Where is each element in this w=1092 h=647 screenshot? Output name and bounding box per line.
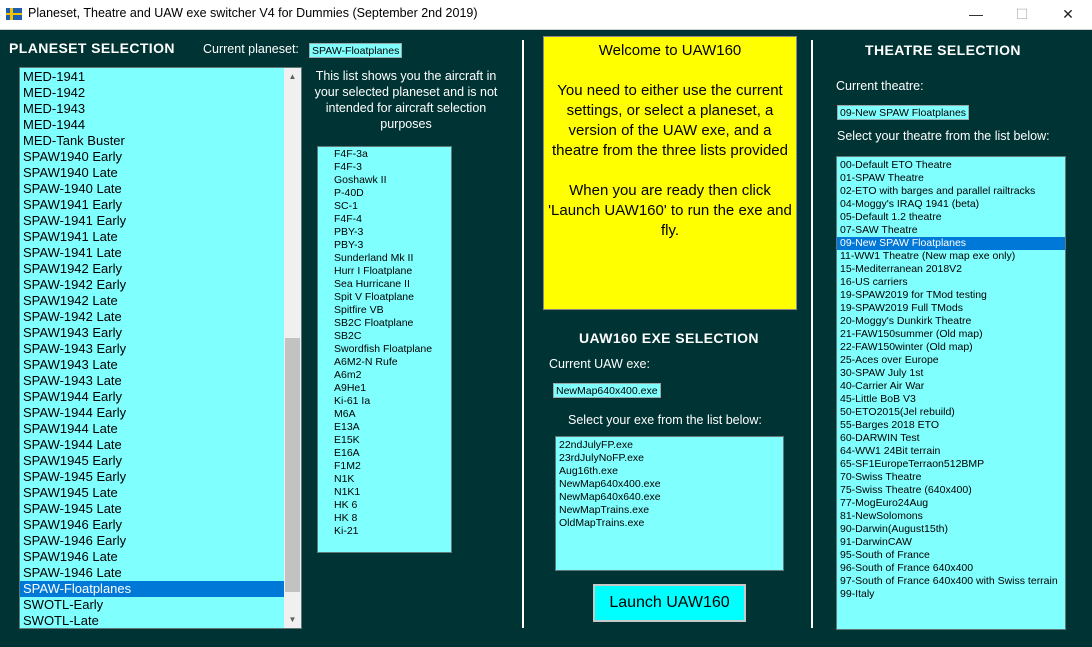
- planeset-list-item[interactable]: SPAW-1944 Late: [23, 437, 122, 452]
- planeset-list-item[interactable]: SPAW1940 Late: [23, 165, 118, 180]
- aircraft-list-item: N1K1: [334, 486, 361, 498]
- theatre-list-item[interactable]: 81-NewSolomons: [840, 510, 923, 522]
- aircraft-list-item: F4F-3: [334, 161, 363, 173]
- welcome-instructions: You need to either use the current settings, or select a planeset, a version of the UAW exe, and a theatre from the three lists provided: [552, 82, 788, 159]
- theatre-list-item[interactable]: 97-South of France 640x400 with Swiss terrain: [840, 575, 1058, 587]
- aircraft-list-item: F4F-3a: [334, 148, 368, 160]
- aircraft-list-item: E13A: [334, 421, 360, 433]
- theatre-list[interactable]: [836, 156, 1066, 630]
- planeset-list-item[interactable]: SWOTL-Late: [23, 613, 99, 628]
- aircraft-list: [317, 146, 452, 553]
- planeset-list-item[interactable]: SPAW-1943 Late: [23, 373, 122, 388]
- current-exe-value: NewMap640x400.exe: [553, 383, 661, 398]
- theatre-list-item[interactable]: 16-US carriers: [840, 276, 908, 288]
- scroll-up-arrow-icon[interactable]: ▲: [288, 72, 297, 81]
- theatre-list-item[interactable]: 04-Moggy's IRAQ 1941 (beta): [840, 198, 980, 210]
- planeset-list-item[interactable]: MED-1941: [23, 69, 86, 84]
- aircraft-list-item: SC-1: [334, 200, 358, 212]
- theatre-list-item[interactable]: 40-Carrier Air War: [840, 380, 925, 392]
- aircraft-list-item: Spit V Floatplane: [334, 291, 414, 303]
- theatre-list-item[interactable]: 20-Moggy's Dunkirk Theatre: [840, 315, 972, 327]
- planeset-list[interactable]: [19, 67, 302, 629]
- theatre-list-item[interactable]: 19-SPAW2019 Full TMods: [840, 302, 963, 314]
- theatre-list-item[interactable]: 91-DarwinCAW: [840, 536, 912, 548]
- theatre-list-item[interactable]: 90-Darwin(August15th): [840, 523, 948, 535]
- exe-list-item[interactable]: NewMap640x400.exe: [559, 478, 661, 490]
- aircraft-list-item: SB2C Floatplane: [334, 317, 414, 329]
- theatre-list-item[interactable]: 65-SF1EuropeTerraon512BMP: [840, 458, 985, 470]
- planeset-heading: PLANESET SELECTION: [9, 40, 175, 56]
- exe-list[interactable]: [555, 436, 784, 571]
- aircraft-list-item: HK 8: [334, 512, 358, 524]
- title-bar: [0, 0, 1092, 30]
- select-exe-label: Select your exe from the list below:: [568, 413, 762, 427]
- theatre-list-item[interactable]: 21-FAW150summer (Old map): [840, 328, 983, 340]
- maximize-button: ☐: [1015, 6, 1029, 22]
- planeset-list-item[interactable]: SPAW1945 Late: [23, 485, 118, 500]
- aircraft-list-item: SB2C: [334, 330, 362, 342]
- aircraft-list-item: E16A: [334, 447, 360, 459]
- launch-button[interactable]: Launch UAW160: [593, 584, 746, 622]
- theatre-list-item[interactable]: 64-WW1 24Bit terrain: [840, 445, 941, 457]
- close-button[interactable]: ✕: [1062, 6, 1074, 22]
- planeset-list-item[interactable]: SPAW-1946 Early: [23, 533, 127, 548]
- aircraft-list-item: HK 6: [334, 499, 358, 511]
- planeset-list-item[interactable]: SPAW-1941 Late: [23, 245, 122, 260]
- theatre-list-item[interactable]: 15-Mediterranean 2018V2: [840, 263, 963, 275]
- welcome-panel: [543, 36, 797, 310]
- aircraft-list-item: M6A: [334, 408, 356, 420]
- current-theatre-value: 09-New SPAW Floatplanes: [837, 105, 969, 120]
- theatre-list-item[interactable]: 95-South of France: [840, 549, 930, 561]
- theatre-list-item[interactable]: 70-Swiss Theatre: [840, 471, 922, 483]
- planeset-list-item[interactable]: SPAW-1945 Late: [23, 501, 122, 516]
- theatre-heading: THEATRE SELECTION: [865, 42, 1021, 58]
- planeset-list-item[interactable]: SPAW1940 Early: [23, 149, 122, 164]
- welcome-title: Welcome to UAW160: [598, 42, 742, 59]
- exe-list-item[interactable]: Aug16th.exe: [559, 465, 618, 477]
- planeset-list-item[interactable]: SPAW1946 Early: [23, 517, 122, 532]
- planeset-list-item[interactable]: MED-1944: [23, 117, 86, 132]
- current-exe-label: Current UAW exe:: [549, 357, 650, 371]
- aircraft-list-item: Sunderland Mk II: [334, 252, 414, 264]
- theatre-list-item[interactable]: 25-Aces over Europe: [840, 354, 939, 366]
- exe-list-item[interactable]: NewMap640x640.exe: [559, 491, 661, 503]
- aircraft-list-item: Ki-61 Ia: [334, 395, 371, 407]
- current-theatre-label: Current theatre:: [836, 79, 924, 93]
- theatre-list-item[interactable]: 19-SPAW2019 for TMod testing: [840, 289, 987, 301]
- current-planeset-label: Current planeset:: [203, 42, 299, 56]
- planeset-list-item[interactable]: MED-1943: [23, 101, 86, 116]
- planeset-list-item[interactable]: SPAW1942 Early: [23, 261, 122, 276]
- divider-left: [522, 40, 524, 628]
- planeset-list-item[interactable]: SPAW-Floatplanes: [20, 581, 301, 597]
- theatre-list-item[interactable]: 50-ETO2015(Jel rebuild): [840, 406, 955, 418]
- aircraft-list-item: Spitfire VB: [334, 304, 384, 316]
- planeset-list-item[interactable]: SPAW1944 Late: [23, 421, 118, 436]
- theatre-list-item[interactable]: 05-Default 1.2 theatre: [840, 211, 942, 223]
- planeset-list-item[interactable]: SPAW-1944 Early: [23, 405, 127, 420]
- select-theatre-label: Select your theatre from the list below:: [837, 129, 1050, 143]
- aircraft-list-item: N1K: [334, 473, 355, 485]
- aircraft-list-item: F1M2: [334, 460, 361, 472]
- theatre-list-item[interactable]: 99-Italy: [840, 588, 875, 600]
- divider-right: [811, 40, 813, 628]
- welcome-launch-hint: When you are ready then click 'Launch UAW160' to run the exe and fly.: [548, 182, 792, 239]
- theatre-list-item[interactable]: 60-DARWIN Test: [840, 432, 920, 444]
- scroll-down-arrow-icon[interactable]: ▼: [288, 615, 297, 624]
- planeset-list-item[interactable]: SPAW-1942 Early: [23, 277, 127, 292]
- planeset-list-item[interactable]: SPAW1941 Early: [23, 197, 122, 212]
- aircraft-list-item: E15K: [334, 434, 360, 446]
- exe-list-item[interactable]: 22ndJulyFP.exe: [559, 439, 633, 451]
- aircraft-list-item: Goshawk II: [334, 174, 387, 186]
- planeset-list-item[interactable]: MED-1942: [23, 85, 86, 100]
- theatre-list-item[interactable]: 30-SPAW July 1st: [840, 367, 924, 379]
- theatre-list-item[interactable]: 45-Little BoB V3: [840, 393, 916, 405]
- aircraft-list-item: A9He1: [334, 382, 367, 394]
- planeset-list-item[interactable]: SPAW-1942 Late: [23, 309, 122, 324]
- planeset-list-item[interactable]: SPAW-1940 Late: [23, 181, 122, 196]
- planeset-list-item[interactable]: SPAW-1941 Early: [23, 213, 127, 228]
- exe-list-item[interactable]: NewMapTrains.exe: [559, 504, 650, 516]
- theatre-list-item[interactable]: 02-ETO with barges and parallel railtracks: [840, 185, 1036, 197]
- scroll-thumb[interactable]: [285, 338, 300, 591]
- planeset-list-item[interactable]: SPAW1946 Late: [23, 549, 118, 564]
- planeset-scrollbar[interactable]: [284, 68, 301, 628]
- aircraft-list-item: F4F-4: [334, 213, 363, 225]
- planeset-list-item[interactable]: SPAW1941 Late: [23, 229, 118, 244]
- aircraft-list-item: Swordfish Floatplane: [334, 343, 433, 355]
- planeset-list-item[interactable]: SPAW-1945 Early: [23, 469, 127, 484]
- aircraft-list-item: A6M2-N Rufe: [334, 356, 398, 368]
- aircraft-list-item: A6m2: [334, 369, 362, 381]
- exe-heading: UAW160 EXE SELECTION: [579, 330, 759, 346]
- planeset-list-item[interactable]: SPAW-1946 Late: [23, 565, 122, 580]
- minimize-button[interactable]: —: [969, 6, 983, 22]
- theatre-list-item[interactable]: 75-Swiss Theatre (640x400): [840, 484, 972, 496]
- planeset-list-item[interactable]: SPAW1942 Late: [23, 293, 118, 308]
- flag-icon: [6, 8, 22, 20]
- planeset-list-item[interactable]: SPAW1943 Late: [23, 357, 118, 372]
- planeset-list-item[interactable]: MED-Tank Buster: [23, 133, 125, 148]
- aircraft-list-item: Ki-21: [334, 525, 359, 537]
- planeset-list-item[interactable]: SPAW-1943 Early: [23, 341, 127, 356]
- theatre-list-item[interactable]: 22-FAW150winter (Old map): [840, 341, 973, 353]
- theatre-list-item[interactable]: 77-MogEuro24Aug: [840, 497, 929, 509]
- planeset-list-item[interactable]: SPAW1944 Early: [23, 389, 122, 404]
- aircraft-list-item: Sea Hurricane II: [334, 278, 410, 290]
- theatre-list-item[interactable]: 09-New SPAW Floatplanes: [837, 237, 1065, 250]
- theatre-list-item[interactable]: 07-SAW Theatre: [840, 224, 918, 236]
- theatre-list-item[interactable]: 96-South of France 640x400: [840, 562, 974, 574]
- theatre-list-item[interactable]: 55-Barges 2018 ETO: [840, 419, 940, 431]
- theatre-list-item[interactable]: 00-Default ETO Theatre: [840, 159, 952, 171]
- exe-list-item[interactable]: OldMapTrains.exe: [559, 517, 645, 529]
- planeset-list-item[interactable]: SPAW1943 Early: [23, 325, 122, 340]
- window-title: Planeset, Theatre and UAW exe switcher V4 for Dummies (September 2nd 2019): [28, 6, 478, 20]
- theatre-list-item[interactable]: 01-SPAW Theatre: [840, 172, 924, 184]
- current-planeset-value: SPAW-Floatplanes: [309, 43, 402, 58]
- aircraft-list-item: P-40D: [334, 187, 364, 199]
- aircraft-list-item: PBY-3: [334, 226, 364, 238]
- exe-list-item[interactable]: 23rdJulyNoFP.exe: [559, 452, 645, 464]
- aircraft-list-item: PBY-3: [334, 239, 364, 251]
- planeset-list-item[interactable]: SWOTL-Early: [23, 597, 104, 612]
- aircraft-list-note: This list shows you the aircraft in your selected planeset and is not intended for aircraft selection purposes: [314, 69, 498, 131]
- aircraft-list-item: Hurr I Floatplane: [334, 265, 413, 277]
- theatre-list-item[interactable]: 11-WW1 Theatre (New map exe only): [840, 250, 1016, 262]
- planeset-list-item[interactable]: SPAW1945 Early: [23, 453, 122, 468]
